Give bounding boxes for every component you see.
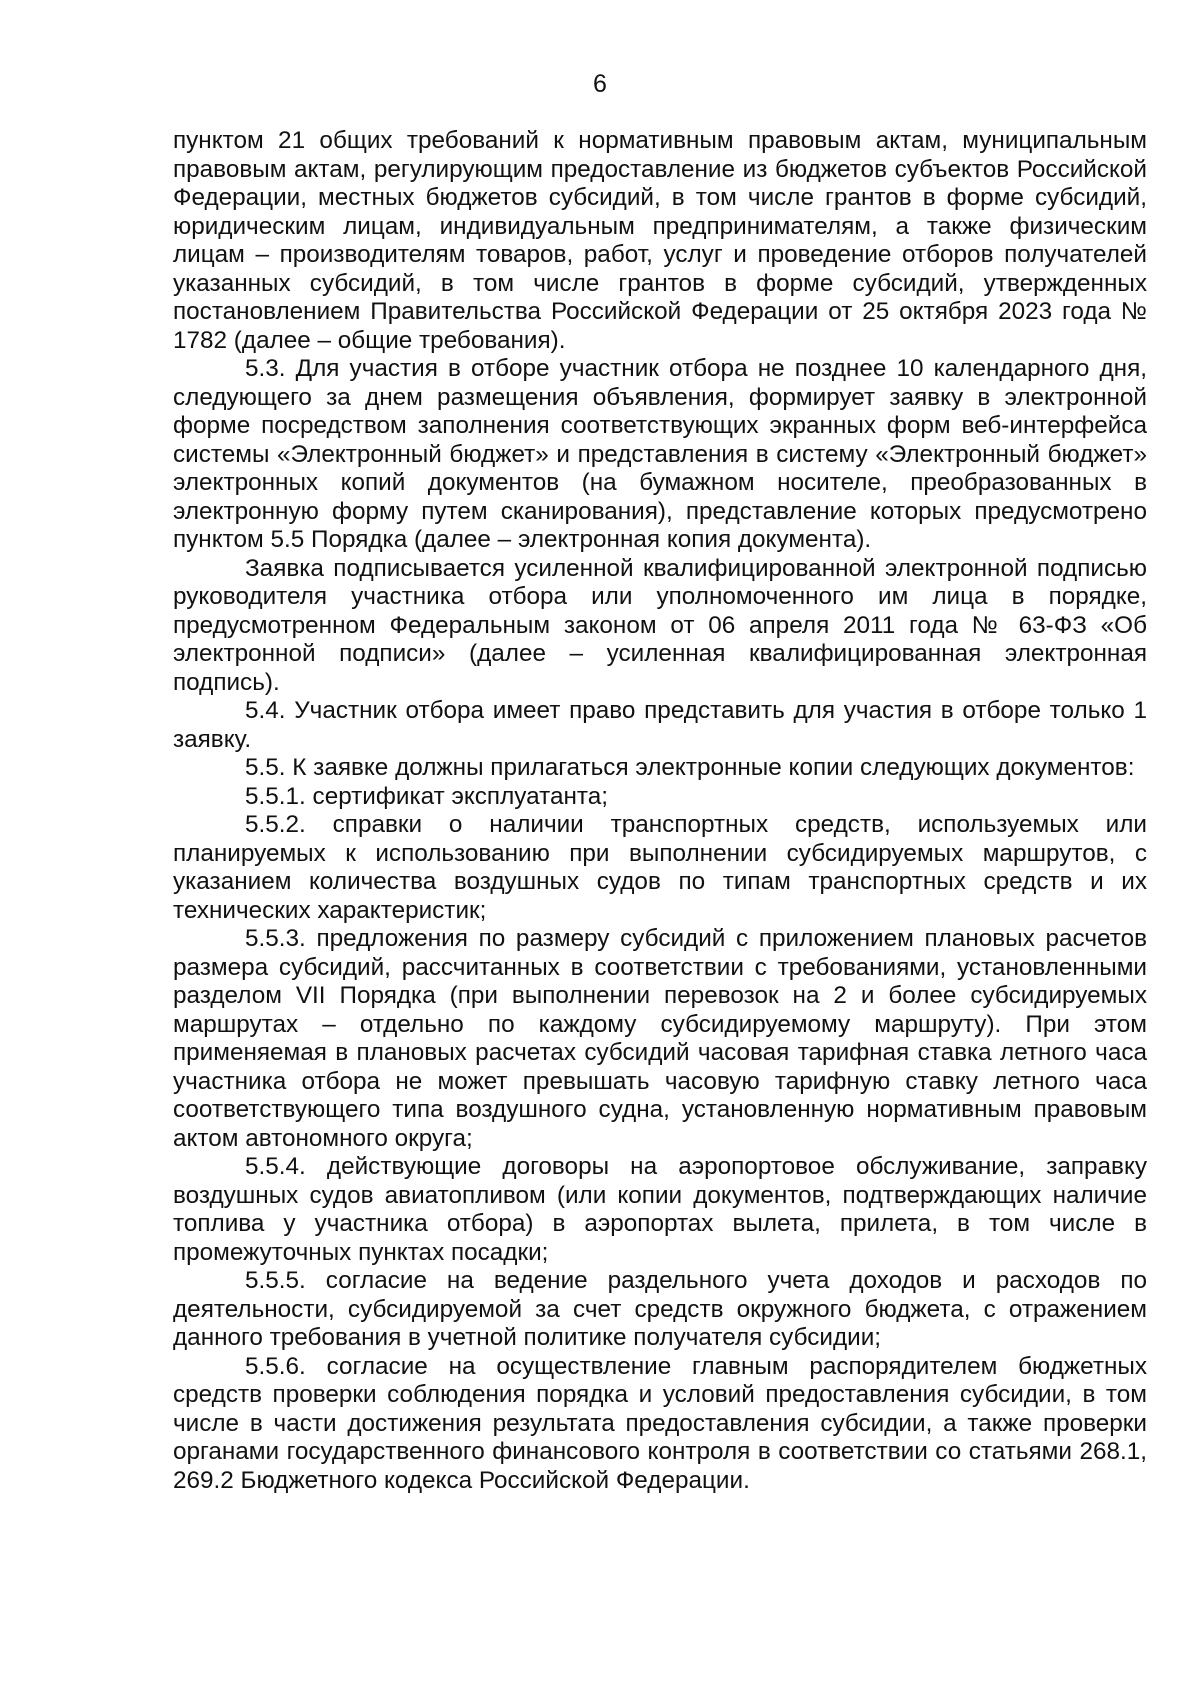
page-number: 6	[593, 70, 607, 98]
paragraph-5-5-1: 5.5.1. сертификат эксплуатанта;	[245, 782, 609, 810]
paragraph-5-4: 5.4. Участник отбора имеет право представить для участия в отборе только 1 заявку.	[173, 697, 1147, 753]
document-body	[173, 127, 1147, 1495]
paragraph-application-signature: Заявка подписывается усиленной квалифицированной электронной подписью руководителя участника отбора или уполномоченного им лица в порядке, предусмотренном Федеральным законом от 06 апреля 2011 года № 63-ФЗ «Об электронной подписи» (далее – усиленная квалифицированная электронная подпись).	[173, 554, 1147, 696]
paragraph-5-5-3: 5.5.3. предложения по размеру субсидий с приложением плановых расчетов размера субсидий, рассчитанных в соответствии с требованиями, установленными разделом VII Порядка (при выполнении перевозок на 2 и более субсидируемых маршрутах – отдельно по каждому субсидируемому маршруту). При этом применяемая в плановых расчетах субсидий часовая тарифная ставка летного часа участника отбора не может превышать часовую тарифную ставку летного часа соответствующего типа воздушного судна, установленную нормативным правовым актом автономного округа;	[173, 925, 1147, 1152]
paragraph-continuation: пунктом 21 общих требований к нормативным правовым актам, муниципальным правовым актам, регулирующим предоставление из бюджетов субъектов Российской Федерации, местных бюджетов субсидий, в том числе грантов в форме субсидий, юридическим лицам, индивидуальным предпринимателям, а также физическим лицам – производителям товаров, работ, услуг и проведение отборов получателей указанных субсидий, в том числе грантов в форме субсидий, утвержденных постановлением Правительства Российской Федерации от 25 октября 2023 года № 1782 (далее – общие требования).	[173, 127, 1147, 354]
paragraph-5-5-4: 5.5.4. действующие договоры на аэропортовое обслуживание, заправку воздушных судов авиатопливом (или копии документов, подтверждающих наличие топлива у участника отбора) в аэропортах вылета, прилета, в том числе в промежуточных пунктах посадки;	[173, 1153, 1147, 1266]
paragraph-5-5: 5.5. К заявке должны прилагаться электронные копии следующих документов:	[245, 754, 1135, 781]
paragraph-5-5-6: 5.5.6. согласие на осуществление главным распорядителем бюджетных средств проверки соблюдения порядка и условий предоставления субсидии, в том числе в части достижения результата предоставления субсидии, а также проверки органами государственного финансового контроля в соответствии со статьями 268.1, 269.2 Бюджетного кодекса Российской Федерации.	[173, 1352, 1147, 1494]
paragraph-5-5-5: 5.5.5. согласие на ведение раздельного учета доходов и расходов по деятельности, субсидируемой за счет средств окружного бюджета, с отражением данного требования в учетной политике получателя субсидии;	[173, 1267, 1147, 1351]
paragraph-5-5-2: 5.5.2. справки о наличии транспортных средств, используемых или планируемых к использованию при выполнении субсидируемых маршрутов, с указанием количества воздушных судов по типам транспортных средств и их технических характеристик;	[173, 811, 1147, 924]
paragraph-5-3: 5.3. Для участия в отборе участник отбора не позднее 10 календарного дня, следующего за днем размещения объявления, формирует заявку в электронной форме посредством заполнения соответствующих экранных форм веб-интерфейса системы «Электронный бюджет» и представления в систему «Электронный бюджет» электронных копий документов (на бумажном носителе, преобразованных в электронную форму путем сканирования), представление которых предусмотрено пунктом 5.5 Порядка (далее – электронная копия документа).	[173, 355, 1147, 553]
